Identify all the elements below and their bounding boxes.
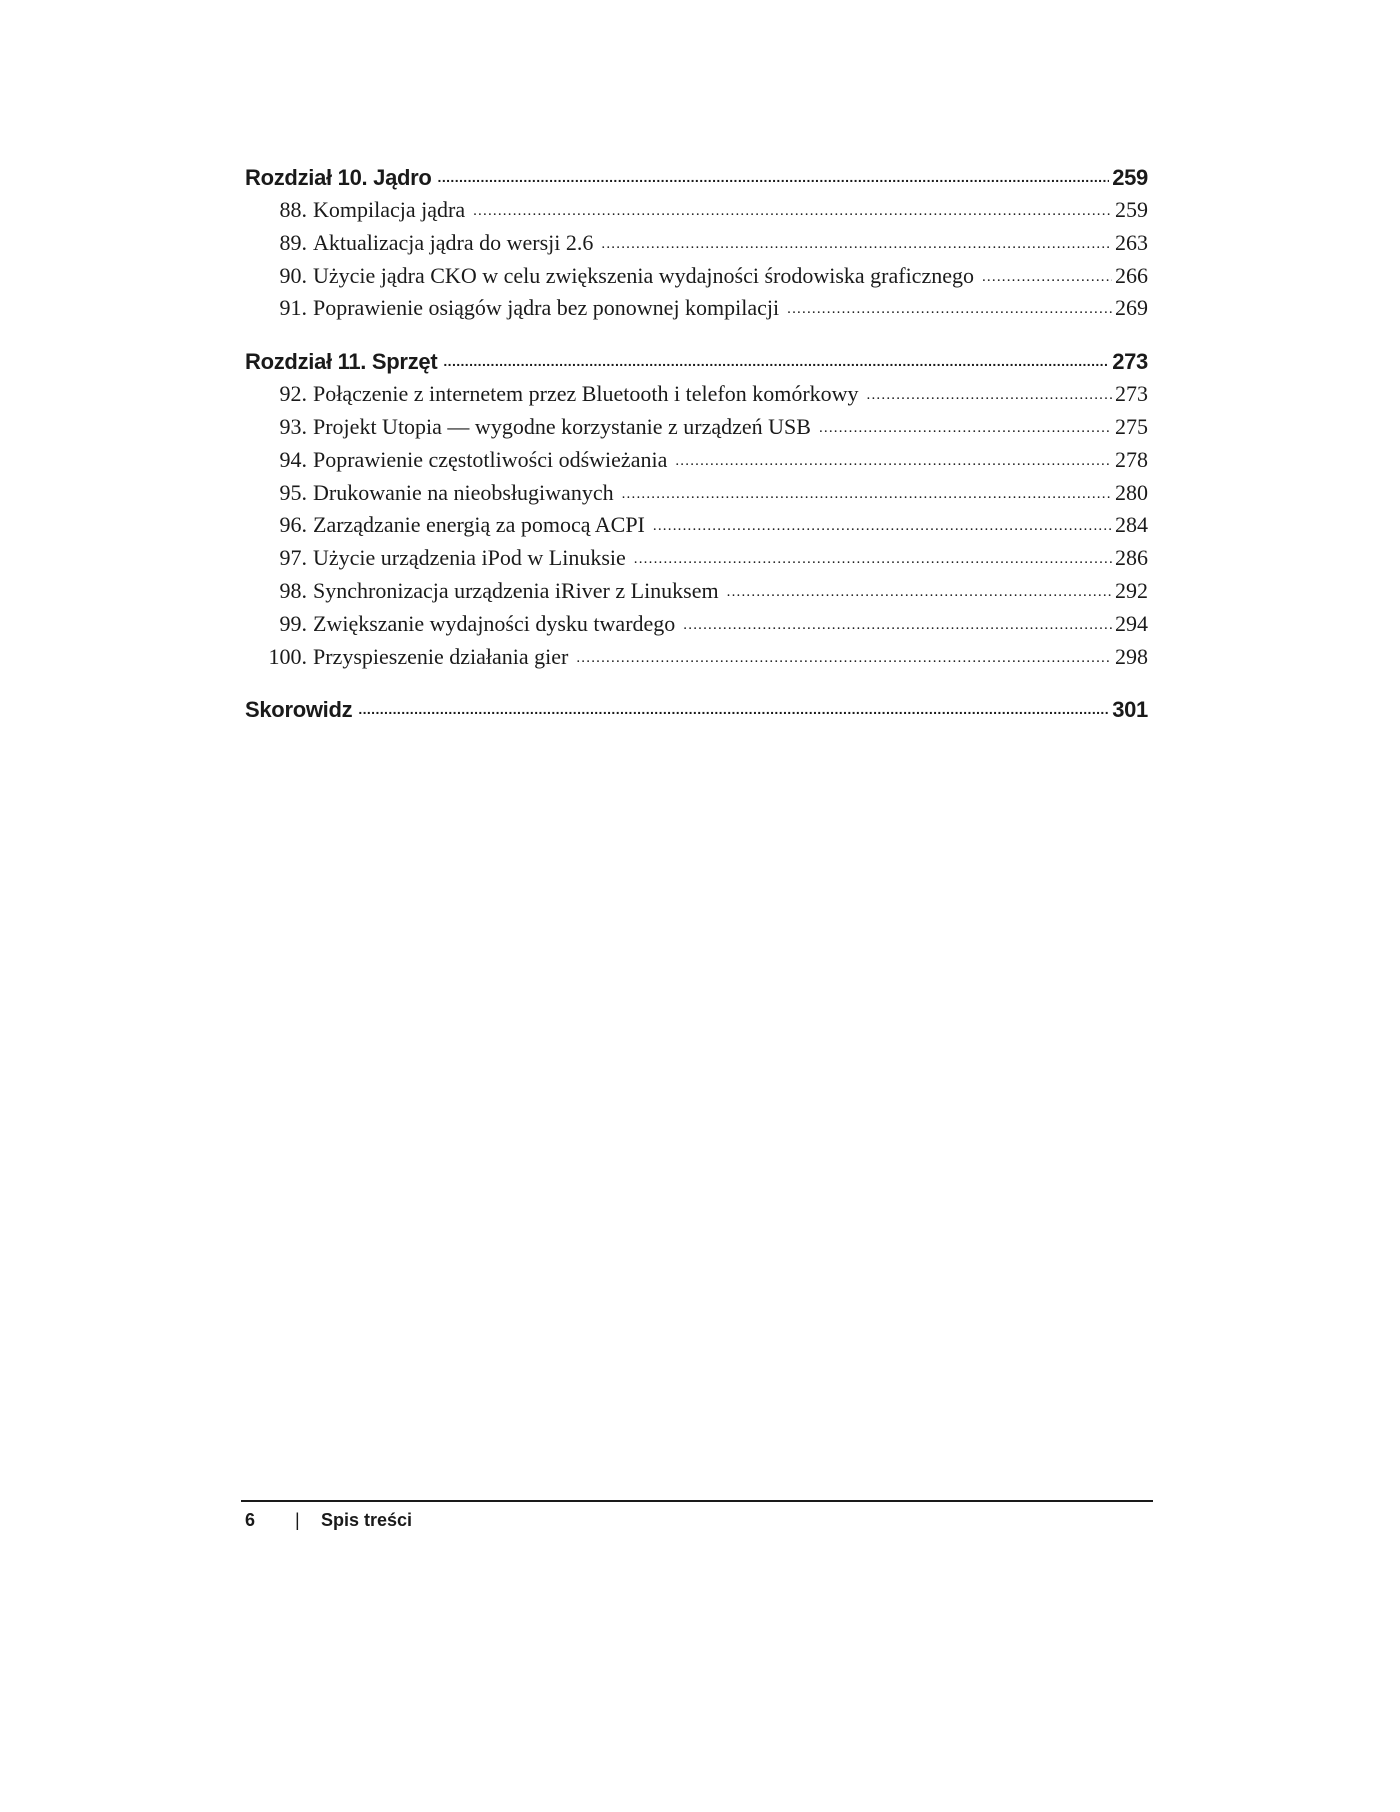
entry-number: 100. (268, 643, 307, 669)
toc-entry-row[interactable] (245, 477, 1148, 510)
entry-title: Projekt Utopia — wygodne korzystanie z urządzeń USB (313, 413, 811, 439)
chapter-title: Rozdział 11. Sprzęt (245, 349, 438, 375)
entry-title: Połączenie z internetem przez Bluetooth i telefon komórkowy (313, 381, 859, 407)
entry-number: 95. (279, 479, 307, 505)
chapter-title: Rozdział 10. Jądro (245, 165, 432, 190)
footer-divider (241, 1500, 1153, 1502)
entry-page-number: 286 (1115, 545, 1148, 571)
chapter-page-number: 259 (1112, 165, 1148, 190)
dot-leader (576, 642, 1112, 675)
toc-entry-row[interactable] (245, 227, 1148, 260)
entry-title: Synchronizacja urządzenia iRiver z Linuksem (313, 577, 719, 603)
entry-page-number: 273 (1115, 381, 1148, 407)
dot-leader (867, 379, 1112, 412)
toc-chapter-row[interactable] (245, 162, 1148, 194)
entry-number: 92. (279, 381, 307, 407)
dot-leader (622, 478, 1112, 511)
entry-page-number: 298 (1115, 643, 1148, 669)
entry-page-number: 280 (1115, 479, 1148, 505)
toc-entry-row[interactable] (245, 444, 1148, 477)
dot-leader (601, 228, 1112, 261)
entry-page-number: 259 (1115, 197, 1148, 222)
toc-entry-row[interactable] (245, 509, 1148, 542)
entry-page-number: 292 (1115, 577, 1148, 603)
dot-leader (683, 609, 1112, 642)
dot-leader (443, 345, 1109, 377)
entry-title: Zwiększanie wydajności dysku twardego (313, 610, 676, 636)
toc-entry-row[interactable] (245, 292, 1148, 325)
entry-page-number: 266 (1115, 262, 1148, 288)
entry-number: 88. (279, 197, 307, 222)
entry-title: Użycie urządzenia iPod w Linuksie (313, 545, 626, 571)
toc-entry-row[interactable] (245, 378, 1148, 411)
chapter-title: Skorowidz (245, 697, 353, 723)
entry-title: Zarządzanie energią za pomocą ACPI (313, 512, 645, 538)
dot-leader (634, 543, 1112, 576)
footer-section-title: Spis treści (321, 1510, 413, 1530)
entry-page-number: 278 (1115, 446, 1148, 472)
toc-entry-row[interactable] (245, 575, 1148, 608)
toc-entry-row[interactable] (245, 194, 1148, 227)
entry-title: Użycie jądra CKO w celu zwiększenia wydajności środowiska graficznego (313, 262, 974, 288)
entry-page-number: 294 (1115, 610, 1148, 636)
page-footer (245, 1508, 412, 1532)
entry-title: Poprawienie częstotliwości odświeżania (313, 446, 668, 472)
entry-page-number: 284 (1115, 512, 1148, 538)
toc-entry-row[interactable] (245, 260, 1148, 293)
entry-title: Kompilacja jądra (313, 197, 466, 222)
entry-title: Przyspieszenie działania gier (313, 643, 569, 669)
entry-page-number: 275 (1115, 413, 1148, 439)
toc-entry-row[interactable] (245, 542, 1148, 575)
entry-number: 91. (279, 295, 307, 321)
dot-leader (727, 576, 1112, 609)
chapter-page-number: 273 (1112, 349, 1148, 375)
entry-number: 97. (279, 545, 307, 571)
dot-leader (819, 412, 1112, 445)
entry-page-number: 263 (1115, 229, 1148, 255)
dot-leader (653, 510, 1112, 543)
entry-title: Aktualizacja jądra do wersji 2.6 (313, 229, 594, 255)
entry-number: 94. (279, 446, 307, 472)
entry-page-number: 269 (1115, 295, 1148, 321)
table-of-contents (245, 162, 1148, 726)
toc-entry-row[interactable] (245, 608, 1148, 641)
dot-leader (438, 161, 1110, 193)
entry-number: 93. (279, 413, 307, 439)
entry-number: 99. (279, 610, 307, 636)
entry-number: 90. (279, 262, 307, 288)
entry-number: 89. (279, 229, 307, 255)
toc-entry-row[interactable] (245, 641, 1148, 674)
dot-leader (787, 293, 1112, 326)
toc-chapter-row[interactable] (245, 694, 1148, 726)
dot-leader (358, 693, 1109, 725)
entry-title: Poprawienie osiągów jądra bez ponownej kompilacji (313, 295, 780, 321)
dot-leader (675, 445, 1112, 478)
dot-leader (473, 195, 1112, 228)
toc-entry-row[interactable] (245, 411, 1148, 444)
footer-separator: | (295, 1510, 300, 1530)
entry-number: 98. (279, 577, 307, 603)
chapter-page-number: 301 (1112, 697, 1148, 723)
footer-page-number: 6 (245, 1510, 256, 1530)
entry-number: 96. (279, 512, 307, 538)
entry-title: Drukowanie na nieobsługiwanych (313, 479, 614, 505)
dot-leader (982, 261, 1112, 294)
toc-chapter-row[interactable] (245, 346, 1148, 378)
